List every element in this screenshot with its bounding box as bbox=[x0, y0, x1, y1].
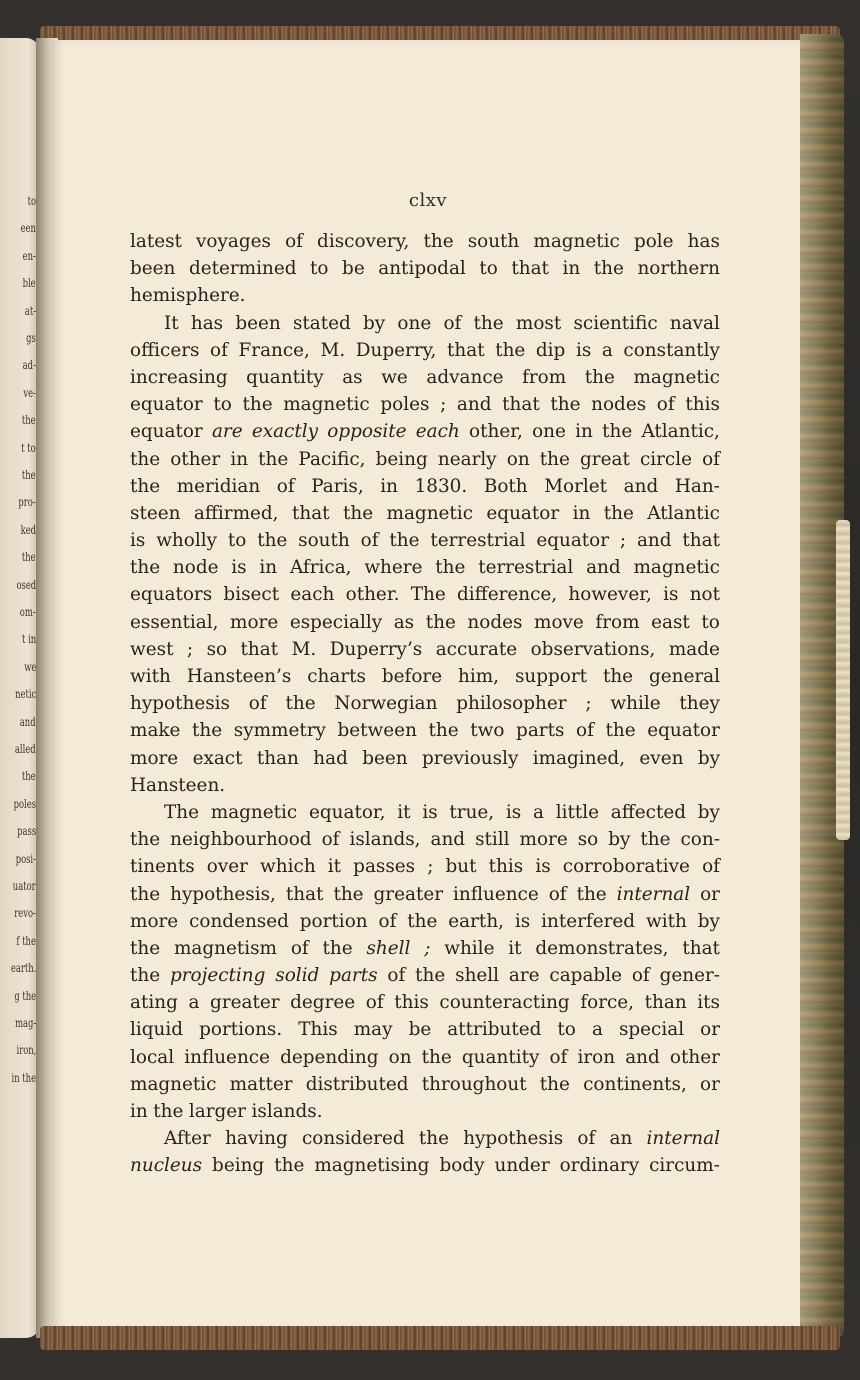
left-page-text-fragment: en- bbox=[22, 248, 36, 263]
page-edge-strip bbox=[836, 520, 850, 840]
left-page-text-fragment: poles bbox=[13, 796, 36, 811]
text-line: tinents over which it passes ; but this is corroborative of bbox=[130, 856, 720, 878]
text-line: been determined to be antipodal to that in the northern bbox=[130, 258, 720, 280]
text-line: the magnetism of the shell ; while it demonstrates, that bbox=[130, 937, 720, 959]
book-page bbox=[52, 40, 804, 1330]
text-line: hemisphere. bbox=[130, 285, 246, 307]
binding-edge-bottom bbox=[40, 1326, 840, 1350]
left-page-text-fragment: ked bbox=[20, 522, 36, 537]
left-page-text-fragment: om- bbox=[20, 605, 36, 619]
text-line: nucleus being the magnetising body under ordinary circum- bbox=[130, 1155, 720, 1177]
text-line: After having considered the hypothesis of an internal bbox=[164, 1128, 720, 1150]
text-line: the meridian of Paris, in 1830. Both Morlet and Han- bbox=[130, 475, 720, 497]
left-page-text-fragment: ad- bbox=[22, 358, 36, 373]
text-line: increasing quantity as we advance from the magnetic bbox=[130, 366, 720, 388]
text-line: more exact than had been previously imagined, even by bbox=[130, 747, 720, 769]
text-line: equators bisect each other. The difference, however, is not bbox=[130, 584, 720, 606]
left-page-text-fragment: revo- bbox=[14, 906, 36, 921]
left-page-text-fragment: mag- bbox=[14, 1016, 36, 1030]
text-line: officers of France, M. Duperry, that the dip is a constantly bbox=[130, 339, 720, 361]
left-page-text-fragment: iron, bbox=[16, 1043, 36, 1058]
text-line: the projecting solid parts of the shell are capable of gener- bbox=[130, 965, 720, 987]
text-line: the other in the Pacific, being nearly on the great circle of bbox=[130, 448, 720, 470]
text-line: hypothesis of the Norwegian philosopher ; while they bbox=[130, 693, 720, 715]
left-page-text-fragment: een bbox=[20, 221, 36, 236]
text-line: the hypothesis, that the greater influence of the internal or bbox=[130, 883, 720, 905]
text-line: ating a greater degree of this counteracting force, than its bbox=[130, 992, 720, 1014]
text-line: more condensed portion of the earth, is interfered with by bbox=[130, 910, 720, 932]
body-text bbox=[130, 228, 720, 1180]
left-page-text-fragment: pass bbox=[16, 824, 36, 839]
text-line: magnetic matter distributed throughout the continents, or bbox=[130, 1073, 720, 1095]
text-line: equator to the magnetic poles ; and that the nodes of this bbox=[130, 394, 720, 416]
text-line: liquid portions. This may be attributed to a special or bbox=[130, 1019, 720, 1041]
left-page-text-fragment: the bbox=[22, 468, 36, 482]
text-line: the node is in Africa, where the terrestrial and magnetic bbox=[130, 557, 720, 579]
left-page-text-fragment: t to bbox=[21, 440, 36, 455]
left-page-text-fragment: posi- bbox=[15, 851, 36, 866]
page-number: clxv bbox=[408, 190, 448, 211]
left-page-text-fragment: the bbox=[22, 769, 36, 784]
text-line: local influence depending on the quantity of iron and other bbox=[130, 1046, 720, 1068]
left-page-text-fragment: the bbox=[22, 413, 36, 428]
left-page-text-fragment: uator bbox=[13, 879, 36, 893]
left-page-text-fragment: f the bbox=[16, 933, 36, 948]
left-page-text-fragment: pro- bbox=[18, 495, 36, 510]
left-page-text-fragment: ble bbox=[22, 276, 36, 291]
text-line: Hansteen. bbox=[130, 774, 226, 796]
text-line: essential, more especially as the nodes move from east to bbox=[130, 611, 720, 633]
left-page-text-fragment: t in bbox=[21, 632, 36, 647]
left-page-text-fragment: g the bbox=[14, 988, 36, 1003]
left-page-text-fragment: osed bbox=[16, 577, 36, 592]
left-page-text-fragment: gs bbox=[26, 331, 36, 345]
left-page-text-fragment: and bbox=[20, 714, 36, 729]
text-line: equator are exactly opposite each other, one in the Atlantic, bbox=[130, 421, 720, 443]
left-page-text-fragment: to bbox=[27, 194, 36, 208]
text-line: latest voyages of discovery, the south magnetic pole has bbox=[130, 231, 720, 252]
left-page-text-fragment: at- bbox=[24, 303, 36, 318]
left-page-text-fragment: earth. bbox=[10, 961, 36, 976]
left-page-text-fragment: ve- bbox=[23, 385, 36, 400]
left-page-text-fragment: netic bbox=[14, 687, 36, 702]
left-page-text-fragment: the bbox=[22, 550, 36, 565]
left-facing-page-fragment bbox=[0, 38, 40, 1338]
text-line: It has been stated by one of the most scientific naval bbox=[164, 312, 720, 334]
left-page-text-fragment: in the bbox=[11, 1070, 36, 1085]
text-line: in the larger islands. bbox=[130, 1101, 323, 1122]
text-line: with Hansteen’s charts before him, support the general bbox=[130, 666, 720, 687]
left-page-text-fragment: we bbox=[23, 659, 36, 674]
text-line: west ; so that M. Duperry’s accurate observations, made bbox=[130, 638, 720, 660]
text-line: is wholly to the south of the terrestrial equator ; and that bbox=[130, 530, 720, 552]
text-line: steen affirmed, that the magnetic equator in the Atlantic bbox=[130, 502, 720, 524]
text-line: make the symmetry between the two parts of the equator bbox=[130, 720, 720, 742]
text-line: The magnetic equator, it is true, is a little affected by bbox=[164, 801, 720, 823]
left-page-text-fragment: alled bbox=[15, 742, 36, 756]
text-line: the neighbourhood of islands, and still more so by the con- bbox=[130, 829, 720, 851]
